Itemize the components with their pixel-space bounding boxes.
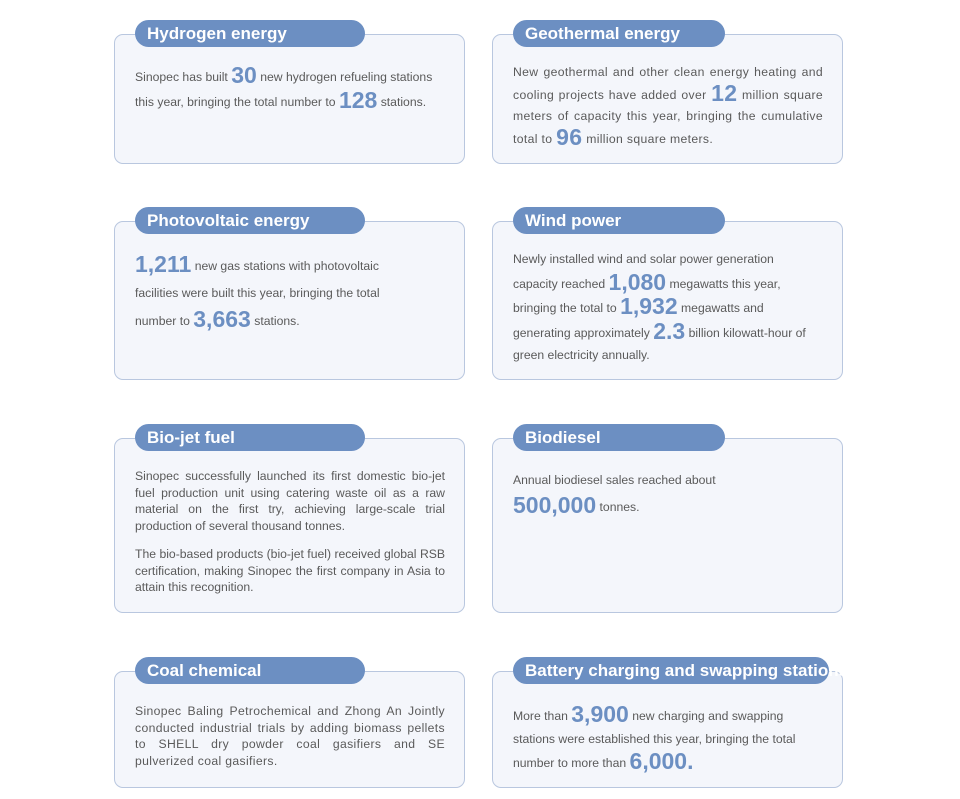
stat-total-capacity: 1,932 — [620, 293, 678, 319]
body-text: Annual biodiesel sales reached about — [513, 473, 716, 487]
card-title: Photovoltaic energy — [135, 207, 365, 234]
body-text: new gas stations with photovoltaic facilities were built this year, bringing the total number to — [135, 259, 380, 328]
card-body — [135, 64, 437, 113]
stat-total-stations: 128 — [338, 86, 378, 113]
body-text: megawatts and generating approximately — [513, 301, 764, 340]
stat-new-stations: 1,211 — [135, 251, 192, 277]
card-bio-jet-fuel — [114, 424, 465, 613]
body-text: million square meters. — [586, 132, 714, 146]
card-coal-chemical — [114, 657, 465, 788]
card-title: Biodiesel — [513, 424, 725, 451]
stat-total-stations: 6,000. — [629, 748, 694, 774]
stat-new-capacity: 12 — [711, 80, 738, 106]
card-body — [135, 703, 445, 769]
card-photovoltaic-energy — [114, 207, 465, 380]
body-text: Sinopec has built — [135, 70, 228, 84]
card-body — [135, 251, 385, 335]
card-geothermal-energy — [492, 20, 843, 164]
body-text: new hydrogen refueling stations this year, bringing the total number to — [135, 70, 433, 109]
stat-total-stations: 3,663 — [193, 306, 251, 332]
stat-annual-generation: 2.3 — [653, 317, 686, 344]
card-biodiesel — [492, 424, 843, 613]
card-title: Geothermal energy — [513, 20, 725, 47]
card-body — [513, 62, 823, 150]
paragraph: The bio-based products (bio-jet fuel) received global RSB certification, making Sinopec the first company in Asia to attain this recognition. — [135, 547, 445, 594]
body-text: More than — [513, 709, 568, 723]
body-text: megawatts this year, bringing the total to — [513, 276, 781, 315]
stat-annual-sales: 500,000 — [513, 492, 597, 518]
body-text: New geothermal and other clean energy heating and cooling projects have added over — [513, 65, 823, 102]
card-title: Bio-jet fuel — [135, 424, 365, 451]
stat-new-capacity: 1,080 — [608, 268, 667, 295]
stat-total-capacity: 96 — [556, 124, 583, 150]
card-battery-charging-swapping — [492, 657, 849, 788]
card-body — [513, 703, 815, 775]
card-title: Coal chemical — [135, 657, 365, 684]
card-wind-power — [492, 207, 843, 380]
card-title: Hydrogen energy — [135, 20, 365, 47]
body-text: stations. — [254, 314, 300, 328]
card-body — [513, 468, 723, 520]
paragraph: Sinopec Baling Petrochemical and Zhong An Jointly conducted industrial trials by adding biomass pellets to SHELL dry powder coal gasifiers and SE pulverized coal gasifiers. — [135, 704, 445, 768]
body-text: new charging and swapping stations were established this year, bringing the total number to more than — [513, 709, 796, 770]
body-text: billion kilowatt-hour of green electricity annually. — [513, 325, 806, 362]
stat-new-stations: 30 — [231, 62, 257, 88]
body-text: million square meters of capacity this year, bringing the cumulative total to — [513, 88, 823, 146]
paragraph: Sinopec successfully launched its first domestic bio-jet fuel production unit using catering waste oil as a raw material on the first try, achieving large-scale trial production of several thousand tonnes. — [135, 469, 445, 533]
card-title: Wind power — [513, 207, 725, 234]
card-title: Battery charging and swapping stations — [513, 657, 829, 684]
body-text: stations. — [380, 94, 427, 109]
card-body — [135, 468, 445, 596]
stat-new-stations: 3,900 — [571, 701, 629, 727]
card-hydrogen-energy — [114, 20, 465, 164]
body-text: tonnes. — [599, 500, 640, 514]
body-text: Newly installed wind and solar power generation capacity reached — [513, 252, 774, 291]
card-box — [492, 438, 843, 613]
card-body — [513, 248, 815, 367]
